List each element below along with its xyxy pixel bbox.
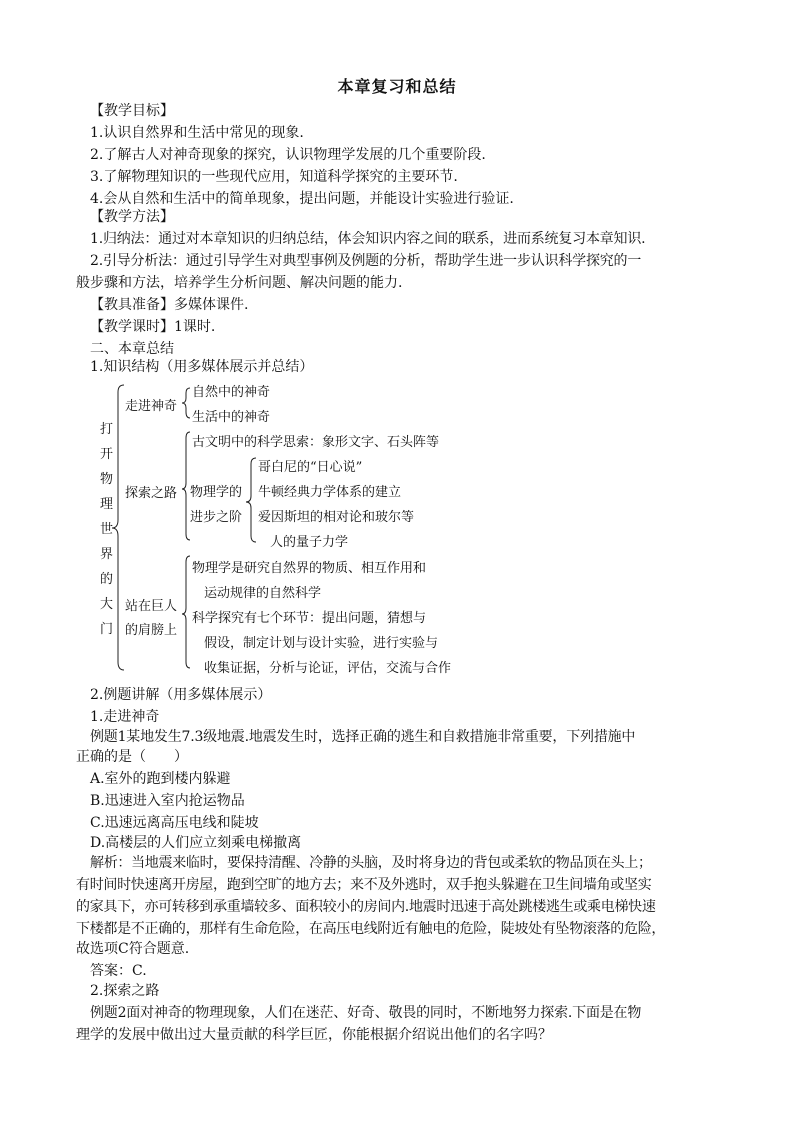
knowledge-structure-heading: 1.知识结构（用多媒体展示并总结）	[90, 359, 314, 375]
analysis-text: 有时间时快速离开房屋，跑到空旷的地方去；来不及外逃时，双手抱头躲避在卫生间墙角或坚实	[76, 877, 652, 893]
tree-leaf: 收集证据，分析与论证，评估，交流与合作	[204, 661, 452, 676]
tree-root-char: 开	[100, 447, 114, 462]
method-item: 1.归纳法：通过对本章知识的归纳总结，体会知识内容之间的联系，进而系统复习本章知识.	[90, 231, 646, 247]
tree-root-char: 界	[100, 547, 114, 562]
tree-root-char: 的	[100, 572, 114, 587]
tree-root-char: 世	[100, 522, 114, 537]
tree-branch-label: 站在巨人	[125, 599, 178, 614]
part-heading: 二、本章总结	[90, 341, 174, 357]
option-a: A.室外的跑到楼内躲避	[90, 771, 231, 787]
tree-leaf: 人的量子力学	[270, 535, 349, 550]
tree-leaf: 古文明中的科学思索：象形文字、石头阵等	[192, 435, 440, 450]
example1-question: 例题1某地发生7.3级地震.地震发生时，选择正确的逃生和自救措施非常重要，下列措施中	[90, 729, 636, 745]
tree-root-char: 门	[100, 622, 114, 637]
tree-branch-label: 的肩膀上	[125, 623, 178, 638]
objective-item: 3.了解物理知识的一些现代应用，知道科学探究的主要环节.	[90, 169, 458, 185]
example1-question-continued: 正确的是（ ）	[76, 749, 188, 765]
objective-item: 1.认识自然界和生活中常见的现象.	[90, 125, 304, 141]
method-item: 2.引导分析法：通过引导学生对典型事例及例题的分析，帮助学生进一步认识科学探究的一	[90, 253, 642, 269]
objective-item: 4.会从自然和生活中的简单现象，提出问题，并能设计实验进行验证.	[90, 191, 514, 207]
method-item-continued: 般步骤和方法，培养学生分析问题、解决问题的能力.	[76, 275, 403, 291]
page-title: 本章复习和总结	[337, 77, 457, 96]
examples-heading: 2.例题讲解（用多媒体展示）	[90, 687, 272, 703]
example2-question: 例题2面对神奇的物理现象，人们在迷茫、好奇、敬畏的同时，不断地努力探索.下面是在物	[90, 1005, 642, 1021]
tree-leaf: 哥白尼的“日心说”	[258, 460, 363, 475]
option-d: D.高楼层的人们应立刻乘电梯撤离	[90, 835, 302, 851]
example2-question-continued: 理学的发展中做出过大量贡献的科学巨匠，你能根据介绍说出他们的名字吗？	[76, 1027, 552, 1043]
equipment-line: 【教具准备】多媒体课件.	[90, 297, 249, 313]
tree-leaf: 科学探究有七个环节：提出问题，猜想与	[192, 611, 427, 626]
objective-item: 2.了解古人对神奇现象的探究，认识物理学发展的几个重要阶段.	[90, 147, 486, 163]
answer-line: 答案：C.	[90, 963, 147, 979]
analysis-text: 解析：当地震来临时，要保持清醒、冷静的头脑，及时将身边的背包或柔软的物品顶在头上；	[90, 855, 652, 871]
tree-leaf: 生活中的神奇	[192, 410, 271, 425]
subsection-heading: 2.探索之路	[90, 983, 160, 999]
tree-root-char: 理	[100, 497, 114, 512]
class-hours-line: 【教学课时】1课时.	[90, 319, 216, 335]
analysis-text: 的家具下，亦可转移到承重墙较多、面积较小的房间内.地震时迅速于高处跳楼逃生或乘电梯快速	[76, 899, 656, 915]
section-heading-objectives: 【教学目标】	[90, 103, 174, 119]
tree-leaf: 物理学是研究自然界的物质、相互作用和	[192, 561, 427, 576]
tree-sub-branch-label: 进步之阶	[190, 510, 243, 525]
tree-leaf: 牛顿经典力学体系的建立	[258, 485, 402, 500]
tree-leaf: 运动规律的自然科学	[204, 586, 322, 601]
analysis-text: 故选项C符合题意.	[76, 941, 190, 957]
tree-root-char: 打	[100, 422, 114, 437]
section-heading-methods: 【教学方法】	[90, 209, 174, 225]
tree-sub-branch-label: 物理学的	[190, 485, 243, 500]
tree-branch-label: 探索之路	[125, 486, 178, 501]
tree-leaf: 自然中的神奇	[192, 385, 271, 400]
option-c: C.迅速远离高压电线和陡坡	[90, 815, 259, 831]
tree-root-char: 物	[100, 472, 114, 487]
tree-root-char: 大	[100, 597, 114, 612]
analysis-text: 下楼都是不正确的，那样有生命危险，在高压电线附近有触电的危险，陡坡处有坠物滚落的危险，	[76, 921, 666, 937]
tree-branch-label: 走进神奇	[125, 399, 178, 414]
subsection-heading: 1.走进神奇	[90, 709, 160, 725]
tree-leaf: 假设，制定计划与设计实验，进行实验与	[204, 636, 439, 651]
option-b: B.迅速进入室内抢运物品	[90, 793, 245, 809]
tree-leaf: 爱因斯坦的相对论和玻尔等	[258, 510, 415, 525]
